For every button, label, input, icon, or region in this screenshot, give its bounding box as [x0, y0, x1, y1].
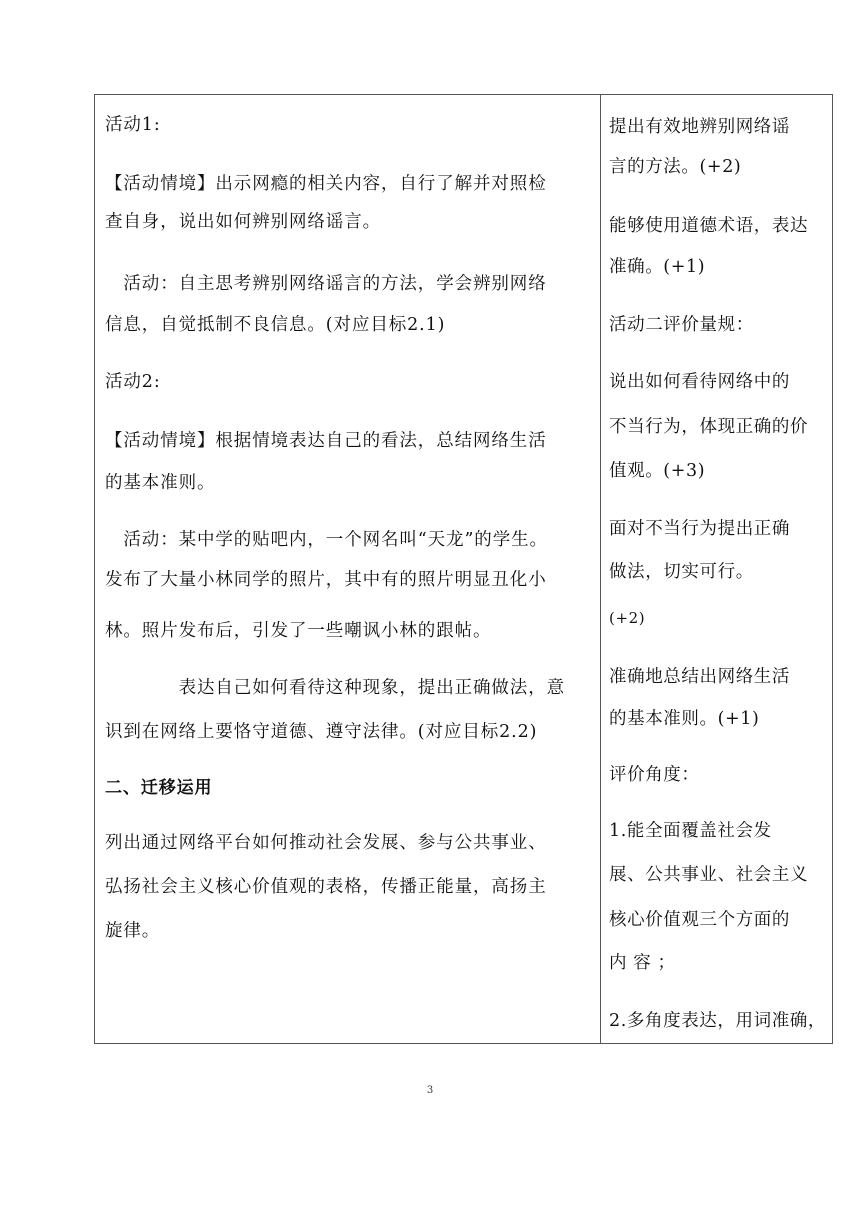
text-line: (+2): [609, 609, 646, 627]
text-line: 弘扬社会主义核心价值观的表格，传播正能量，高扬主: [105, 877, 547, 897]
text-line: 活动：自主思考辨别网络谣言的方法，学会辨别网络: [105, 274, 547, 294]
text-line: 内 容 ；: [609, 953, 676, 973]
text-line: 的基本准则。: [105, 473, 216, 493]
text-line: 展、公共事业、社会主义: [609, 865, 809, 885]
text-line: 发布了大量小林同学的照片，其中有的照片明显丑化小: [105, 570, 547, 590]
section-heading: 二、迁移运用: [105, 778, 213, 798]
text-line: 【活动情境】根据情境表达自己的看法，总结网络生活: [105, 431, 547, 451]
text-line: 面对不当行为提出正确: [609, 519, 790, 539]
text-line: 活动：某中学的贴吧内，一个网名叫“天龙”的学生。: [105, 530, 548, 550]
text-line: 提出有效地辨别网络谣: [609, 117, 790, 137]
text-line: 查自身，说出如何辨别网络谣言。: [105, 212, 381, 232]
text-line: 的基本准则。(+1): [609, 709, 760, 729]
evaluation-angle-heading: 评价角度：: [609, 765, 700, 785]
rubric-heading: 活动二评价量规：: [609, 315, 754, 335]
activity-2-heading: 活动2:: [105, 372, 161, 392]
column-divider: [600, 95, 601, 1043]
text-line: 核心价值观三个方面的: [609, 910, 790, 930]
text-line: 说出如何看待网络中的: [609, 372, 790, 392]
content-table: [94, 94, 833, 1044]
text-line: 准确地总结出网络生活: [609, 667, 790, 687]
text-line: 旋律。: [105, 921, 161, 941]
text-line: 能够使用道德术语，表达: [609, 216, 809, 236]
activity-1-heading: 活动1:: [105, 115, 161, 135]
text-line: 列出通过网络平台如何推动社会发展、参与公共事业、: [105, 833, 547, 853]
text-line: 准确。(+1): [609, 257, 706, 277]
text-line: 林。照片发布后，引发了一些嘲讽小林的跟帖。: [105, 621, 492, 641]
text-line: 值观。(+3): [609, 461, 706, 481]
text-line: 1.能全面覆盖社会发: [609, 821, 772, 841]
text-line: 不当行为，体现正确的价: [609, 417, 809, 437]
text-line: 识到在网络上要恪守道德、遵守法律。(对应目标2.2): [105, 722, 538, 742]
text-line: 【活动情境】出示网瘾的相关内容，自行了解并对照检: [105, 174, 547, 194]
text-line: 信息，自觉抵制不良信息。(对应目标2.1): [105, 315, 446, 335]
text-line: 2.多角度表达，用词准确，: [609, 1011, 826, 1031]
text-line: 言的方法。(+2): [609, 157, 742, 177]
text-line: 做法，切实可行。: [609, 562, 754, 582]
page-number: 3: [426, 1085, 434, 1096]
text-line: 表达自己如何看待这种现象，提出正确做法，意: [105, 678, 565, 698]
